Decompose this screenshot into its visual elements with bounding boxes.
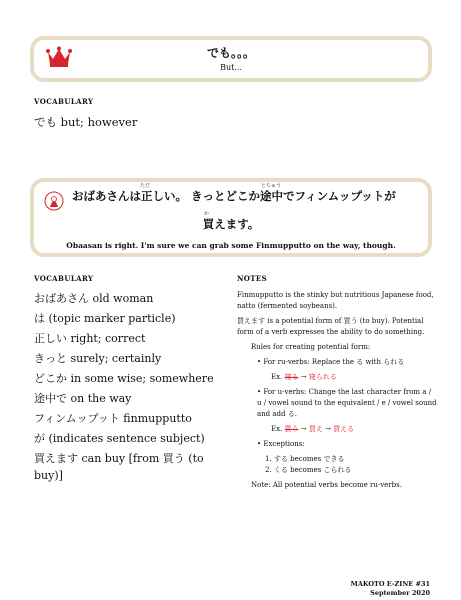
- note-exception-2: 2. くる becomes こられる: [265, 466, 352, 474]
- vocabulary-heading-2: VOCABULARY: [34, 274, 94, 283]
- example-label: Ex.: [271, 373, 283, 381]
- vocabulary-list: [34, 290, 224, 487]
- ruby-ka: か: [204, 211, 210, 217]
- dialogue-japanese-line2: 買えます。: [202, 217, 260, 231]
- footer: [330, 580, 430, 598]
- list-item: おばあさん old woman: [34, 292, 154, 305]
- note-u-example: Ex. 買う → 買え → 買える: [271, 425, 355, 433]
- list-item: 買えます can buy [from 買う (to buy)]: [34, 452, 204, 482]
- example-mid: 買え: [308, 425, 323, 433]
- footer-date: September 2020: [370, 589, 430, 597]
- example-label: Ex.: [271, 425, 283, 433]
- note-u-rule: • For u-verbs: Change the last character from a / u / vowel sound to the equivalent / e / vowel sound and add る.: [257, 388, 437, 418]
- list-item: どこか in some wise; somewhere: [34, 372, 214, 385]
- list-item: が (indicates sentence subject): [34, 432, 205, 445]
- notes-heading: NOTES: [237, 274, 268, 283]
- note-ru-example: Ex. 寝る → 寝られる: [271, 373, 337, 381]
- dialogue-japanese: でも。。。: [206, 46, 255, 60]
- vocabulary-entry: でも but; however: [34, 115, 138, 129]
- ruby-tada: ただ: [140, 183, 151, 189]
- ruby-tochuu: とちゅう: [261, 183, 282, 189]
- dialogue-english: But...: [220, 63, 242, 72]
- dialogue-panel-1: [30, 36, 432, 82]
- example-from: 寝る: [284, 373, 299, 381]
- dialogue-japanese-line1: おばあさんは正しい。 きっとどこか途中でフィンムップットが: [72, 189, 396, 203]
- grandmother-avatar-icon: [44, 191, 64, 211]
- vocabulary-heading-1: VOCABULARY: [34, 97, 94, 106]
- note-ru-rule: • For ru-verbs: Replace the る with られる: [257, 358, 405, 366]
- list-item: フィンムップット finmupputto: [34, 412, 192, 425]
- note-paragraph: 買えます is a potential form of 買う (to buy). Potential form of a verb expresses the ability to do something.: [237, 317, 425, 336]
- footer-title: MAKOTO E-ZINE #31: [350, 580, 430, 588]
- example-to: 買える: [333, 425, 355, 433]
- list-item: は (topic marker particle): [34, 312, 176, 325]
- dialogue-panel-2: [30, 178, 432, 257]
- note-paragraph: Finmupputto is the stinky but nutritious Japanese food, natto (fermented soybeans).: [237, 291, 434, 310]
- list-item: 途中で on the way: [34, 392, 132, 405]
- note-exception-1: 1. する becomes できる: [265, 455, 345, 463]
- note-final: Note: All potential verbs become ru-verbs.: [251, 481, 402, 489]
- list-item: 正しい right; correct: [34, 332, 146, 345]
- note-rules: Rules for creating potential form:: [251, 343, 371, 351]
- dialogue-english: Obaasan is right. I'm sure we can grab some Finmupputto on the way, though.: [66, 241, 396, 250]
- list-item: きっと surely; certainly: [34, 352, 162, 365]
- notes-body: [237, 290, 437, 495]
- example-to: 寝られる: [308, 373, 337, 381]
- note-exceptions: • Exceptions:: [257, 440, 305, 448]
- example-from: 買う: [284, 425, 299, 433]
